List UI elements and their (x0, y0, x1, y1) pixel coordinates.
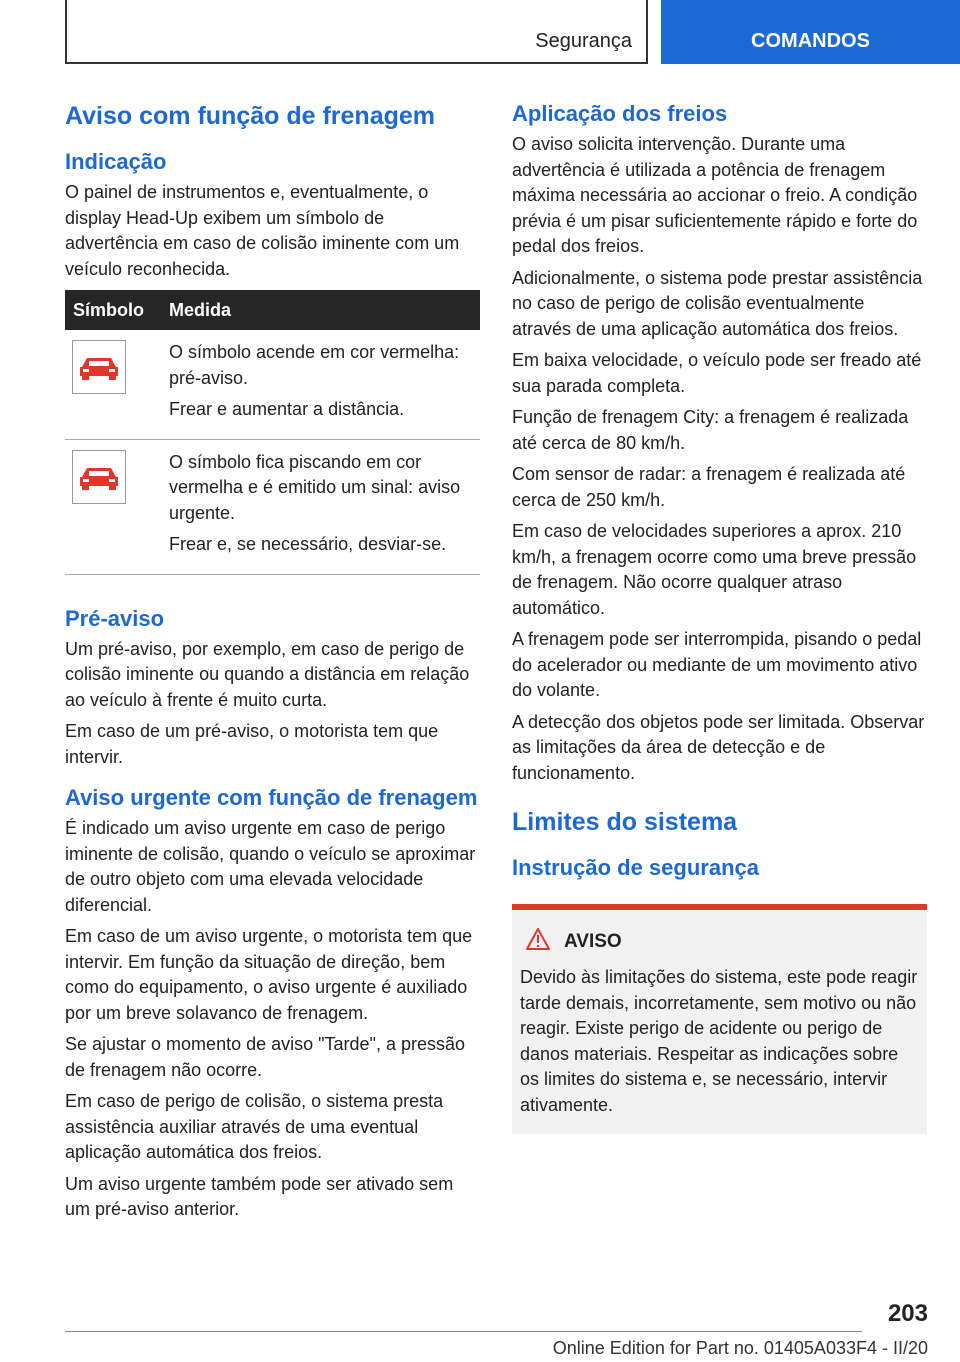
warning-header (520, 928, 919, 955)
braking-text-7: A frenagem pode ser interrompida, pisando o pedal do acelerador ou mediante de um movimento ativo do volante. (512, 629, 922, 700)
measure-text: O símbolo fica piscando em cor vermelha e é emitido um sinal: aviso urgente. (169, 451, 461, 523)
pre-warning-text-1: Um pré-aviso, por exemplo, em caso de perigo de colisão iminente ou quando a distância em relação ao veículo à frente é muito curta. (65, 638, 470, 710)
page-number: 203 (887, 1300, 928, 1327)
braking-text-5: Com sensor de radar: a frenagem é realizada até cerca de 250 km/h. (512, 464, 906, 510)
safety-instruction-heading: Instrução de segurança (512, 855, 759, 880)
urgent-warning-heading: Aviso urgente com função de frenagem (65, 785, 478, 810)
measure-action: Frear e aumentar a distância. (169, 399, 405, 419)
warning-box (512, 904, 927, 1134)
braking-text-3: Em baixa velocidade, o veículo pode ser freado até sua parada completa. (512, 350, 922, 396)
red-car-warning-icon (72, 340, 126, 394)
indication-text: O painel de instrumentos e, eventualmente, o display Head-Up exibem um símbolo de advertência em caso de colisão iminente com um veículo reconhecida. (65, 182, 460, 279)
symbol-table-header (65, 290, 480, 330)
measure-action: Frear e, se necessário, desviar-se. (169, 534, 447, 554)
urgent-text-4: Em caso de perigo de colisão, o sistema presta assistência auxiliar através de uma eventual aplicação automática dos freios. (65, 1091, 444, 1162)
header-section-title: Segurança (535, 30, 632, 52)
header-bar (65, 0, 648, 64)
braking-text-8: A detecção dos objetos pode ser limitada. Observar as limitações da área de detecção e de funcionamento. (512, 711, 925, 783)
left-column (65, 100, 480, 1229)
table-row (65, 330, 480, 439)
warning-triangle-icon (526, 928, 550, 955)
table-row (65, 439, 480, 574)
right-column (512, 100, 927, 1134)
braking-text-2: Adicionalmente, o sistema pode prestar assistência no caso de perigo de colisão eventualmente através de uma aplicação automática dos freios. (512, 267, 923, 339)
measure-text: O símbolo acende em cor vermelha: pré-aviso. (169, 342, 460, 388)
braking-text-1: O aviso solicita intervenção. Durante uma advertência é utilizada a potência de frenagem máxima necessária ao accionar o freio. A condição prévia é um pisar suficientemente rápido e forte do pedal dos freios. (512, 134, 918, 256)
symbol-table (65, 290, 480, 575)
system-limits-title: Limites do sistema (512, 808, 738, 836)
urgent-text-3: Se ajustar o momento de aviso "Tarde", a pressão de frenagem não ocorre. (65, 1034, 465, 1080)
braking-text-4: Função de frenagem City: a frenagem é realizada até cerca de 80 km/h. (512, 407, 909, 453)
indication-heading: Indicação (65, 149, 167, 174)
pre-warning-text-2: Em caso de um pré-aviso, o motorista tem que intervir. (65, 721, 439, 767)
warning-text: Devido às limitações do sistema, este pode reagir tarde demais, incorretamente, sem motivo ou não reagir. Existe perigo de acidente ou perigo de danos materiais. Respeitar as indicações sobre os limites do sistema e, se necessário, intervir ativamente. (520, 967, 918, 1115)
section-title: Aviso com função de frenagem (65, 102, 435, 130)
footer-edition: Online Edition for Part no. 01405A033F4 - II/20 (552, 1338, 928, 1358)
pre-warning-heading: Pré-aviso (65, 605, 165, 631)
urgent-text-1: É indicado um aviso urgente em caso de perigo iminente de colisão, quando o veículo se aproximar de outro objeto com uma elevada velocidade diferencial. (65, 818, 476, 915)
footer-divider (65, 1331, 862, 1332)
braking-heading: Aplicação dos freios (512, 101, 728, 126)
header-chapter-tab[interactable]: COMANDOS (661, 0, 960, 64)
measure-column-header: Medida (161, 290, 480, 330)
braking-text-6: Em caso de velocidades superiores a aprox. 210 km/h, a frenagem ocorre como uma breve pressão de frenagem. Não ocorre qualquer atraso automático. (512, 521, 917, 618)
urgent-text-5: Um aviso urgente também pode ser ativado sem um pré-aviso anterior. (65, 1173, 454, 1219)
symbol-column-header: Símbolo (65, 290, 161, 330)
red-car-warning-icon (72, 450, 126, 504)
warning-label: AVISO (564, 930, 622, 952)
urgent-text-2: Em caso de um aviso urgente, o motorista tem que intervir. Em função da situação de direção, bem como do equipamento, o aviso urgente é auxiliado por um breve solavanco de frenagem. (65, 926, 473, 1023)
